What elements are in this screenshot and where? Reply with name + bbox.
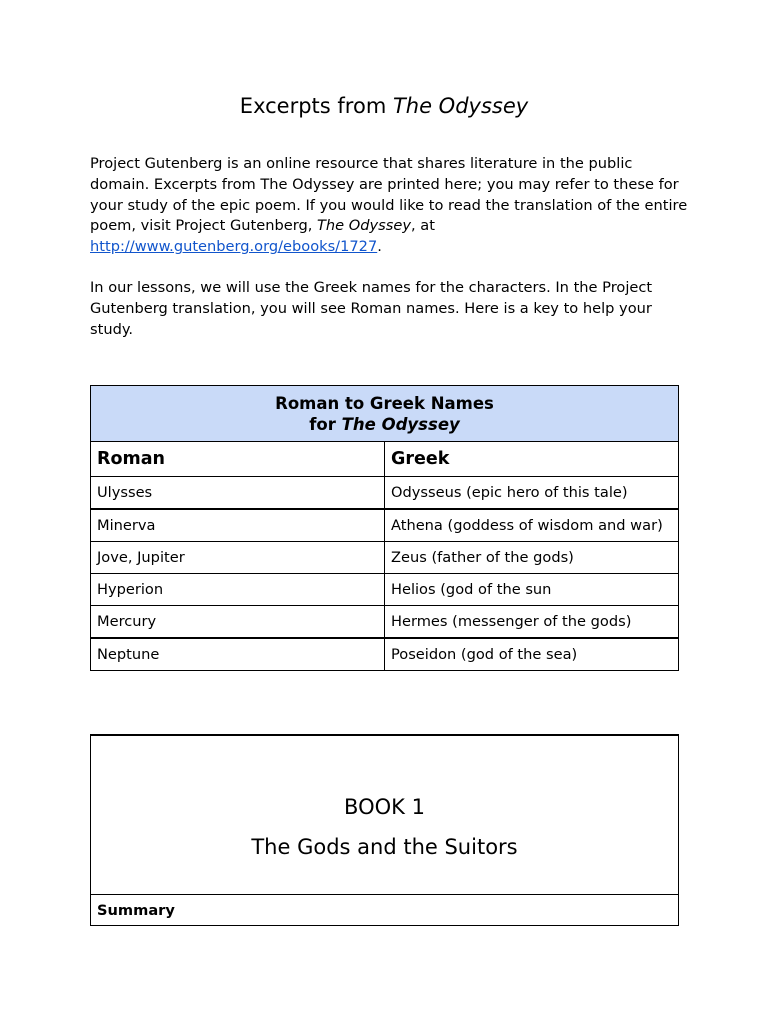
roman-name-cell: Neptune: [91, 638, 385, 671]
names-table-heading-prefix: for: [309, 414, 342, 434]
roman-name-cell: Mercury: [91, 606, 385, 639]
greek-name-cell: Poseidon (god of the sea): [385, 638, 679, 671]
roman-name-cell: Ulysses: [91, 477, 385, 510]
book-table: [90, 734, 679, 926]
roman-name-cell: Jove, Jupiter: [91, 542, 385, 574]
greek-name-cell: Athena (goddess of wisdom and war): [385, 509, 679, 542]
book-title: The Gods and the Suitors: [251, 835, 518, 859]
title-italic: The Odyssey: [392, 94, 529, 118]
names-table-heading-italic: The Odyssey: [341, 414, 460, 434]
column-header-roman: Roman: [91, 442, 385, 477]
names-table: [90, 385, 679, 671]
names-table-heading-line1: Roman to Greek Names: [275, 393, 494, 413]
greek-name-cell: Helios (god of the sun: [385, 574, 679, 606]
intro-text-end: .: [377, 238, 382, 256]
gutenberg-link[interactable]: http://www.gutenberg.org/ebooks/1727: [90, 238, 378, 256]
column-header-greek: Greek: [385, 442, 679, 477]
document-title: [0, 92, 768, 120]
title-prefix: Excerpts from: [239, 94, 393, 118]
book-number: BOOK 1: [344, 795, 425, 819]
greek-name-cell: Odysseus (epic hero of this tale): [385, 477, 679, 510]
table-row: [91, 542, 679, 574]
intro-paragraph: [90, 154, 690, 258]
summary-label: Summary: [91, 895, 679, 926]
greek-name-cell: Hermes (messenger of the gods): [385, 606, 679, 639]
intro-text-middle: , at: [410, 217, 435, 235]
names-paragraph: In our lessons, we will use the Greek names for the characters. In the Project Gutenberg translation, you will see Roman names. Here is a key to help your study.: [90, 279, 653, 338]
table-row: [91, 509, 679, 542]
names-table-heading: [91, 386, 679, 442]
roman-name-cell: Minerva: [91, 509, 385, 542]
intro-italic-title: The Odyssey: [316, 217, 411, 235]
table-row: [91, 606, 679, 639]
greek-name-cell: Zeus (father of the gods): [385, 542, 679, 574]
table-row: [91, 638, 679, 671]
roman-name-cell: Hyperion: [91, 574, 385, 606]
intro-text: Project Gutenberg is an online resource that shares literature in the public domain. Excerpts from The Odyssey are printed here; you may refer to these for your study of the epic poem. If you would like to read the translation of the entire poem, visit Project Gutenberg,: [90, 155, 688, 235]
table-row: [91, 574, 679, 606]
table-row: [91, 477, 679, 510]
book-heading-cell: [91, 735, 679, 895]
